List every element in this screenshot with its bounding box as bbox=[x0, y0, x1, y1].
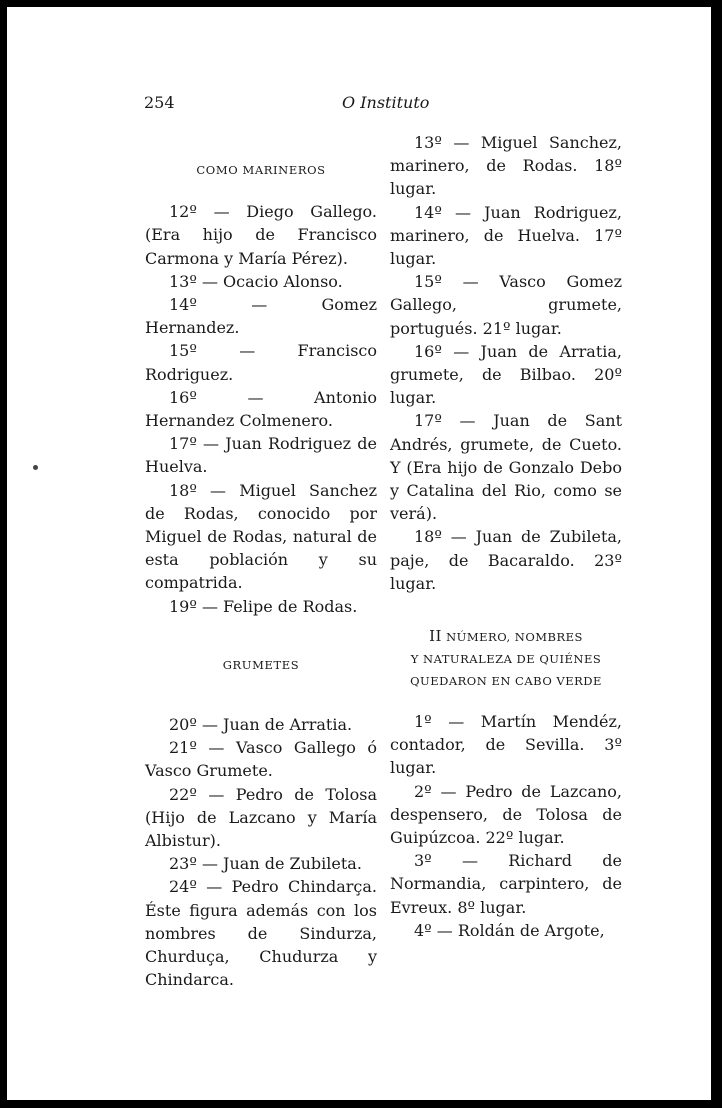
list-item: 13º — Miguel Sanchez, marinero, de Rodas. 18º lugar. bbox=[390, 133, 622, 199]
list-item: 13º — Ocacio Alonso. bbox=[169, 271, 343, 291]
running-title: O Instituto bbox=[342, 93, 430, 112]
right-column bbox=[390, 131, 622, 942]
list-item: 23º — Juan de Zubileta. bbox=[169, 854, 362, 874]
section-title-line-1: NÚMERO, NOMBRES bbox=[446, 630, 583, 645]
page-number: 254 bbox=[144, 93, 175, 112]
section-heading-marineros: COMO MARINEROS bbox=[196, 163, 326, 177]
list-item: 14º — Juan Rodriguez, marinero, de Huelva. 17º lugar. bbox=[390, 202, 622, 269]
book-page bbox=[7, 7, 711, 1100]
section-heading-grumetes: GRUMETES bbox=[222, 657, 300, 672]
list-item: 2º — Pedro de Lazcano, despensero, de Tolosa de Guipúzcoa. 22º lugar. bbox=[390, 781, 622, 848]
list-item: 12º — Diego Gallego. (Era hijo de Francisco Carmona y María Pérez). bbox=[145, 202, 377, 268]
list-item: 15º — Vasco Gomez Gallego, grumete, portugués. 21º lugar. bbox=[390, 272, 622, 338]
list-item: 14º — Gomez Hernandez. bbox=[145, 295, 377, 338]
list-item: 18º — Juan de Zubileta, paje, de Bacaraldo. 23º lugar. bbox=[390, 527, 622, 593]
list-item: 20º — Juan de Arratia. bbox=[169, 715, 353, 735]
list-item: 21º — Vasco Gallego ó Vasco Grumete. bbox=[145, 738, 377, 781]
page-header bbox=[7, 93, 711, 117]
margin-speck bbox=[33, 465, 38, 470]
section-title-line-2: Y NATURALEZA DE QUIÉNES bbox=[410, 652, 602, 667]
section-title-line-3: QUEDARON EN CABO VERDE bbox=[410, 674, 602, 689]
section-roman-numeral: II bbox=[429, 627, 442, 646]
left-column bbox=[145, 131, 377, 992]
list-item: 15º — Francisco Rodriguez. bbox=[145, 341, 377, 384]
list-item: 22º — Pedro de Tolosa (Hijo de Lazcano y María Albistur). bbox=[145, 784, 377, 851]
list-item: 3º — Richard de Normandia, carpintero, de Evreux. 8º lugar. bbox=[390, 851, 622, 917]
list-item: 17º — Juan de Sant Andrés, grumete, de Cueto. Y (Era hijo de Gonzalo Debo y Catalina del Rio, como se verá). bbox=[390, 411, 622, 524]
list-item: 4º — Roldán de Argote, bbox=[414, 920, 605, 940]
list-item: 18º — Miguel Sanchez de Rodas, conocido por Miguel de Rodas, natural de esta población y su compatrida. bbox=[145, 480, 377, 593]
list-item: 19º — Felipe de Rodas. bbox=[169, 596, 358, 616]
list-item: 1º — Martín Mendéz, contador, de Sevilla. 3º lugar. bbox=[390, 712, 622, 778]
list-item: 17º — Juan Rodriguez de Huelva. bbox=[145, 434, 377, 477]
section-heading-cabo-verde bbox=[390, 625, 622, 648]
list-item: 16º — Juan de Arratia, grumete, de Bilbao. 20º lugar. bbox=[390, 341, 622, 408]
list-item: 24º — Pedro Chindarça. Éste figura además con los nombres de Sindurza, Churduça, Chudurza y Chindarca. bbox=[145, 877, 377, 990]
list-item: 16º — Antonio Hernandez Colmenero. bbox=[145, 387, 377, 431]
